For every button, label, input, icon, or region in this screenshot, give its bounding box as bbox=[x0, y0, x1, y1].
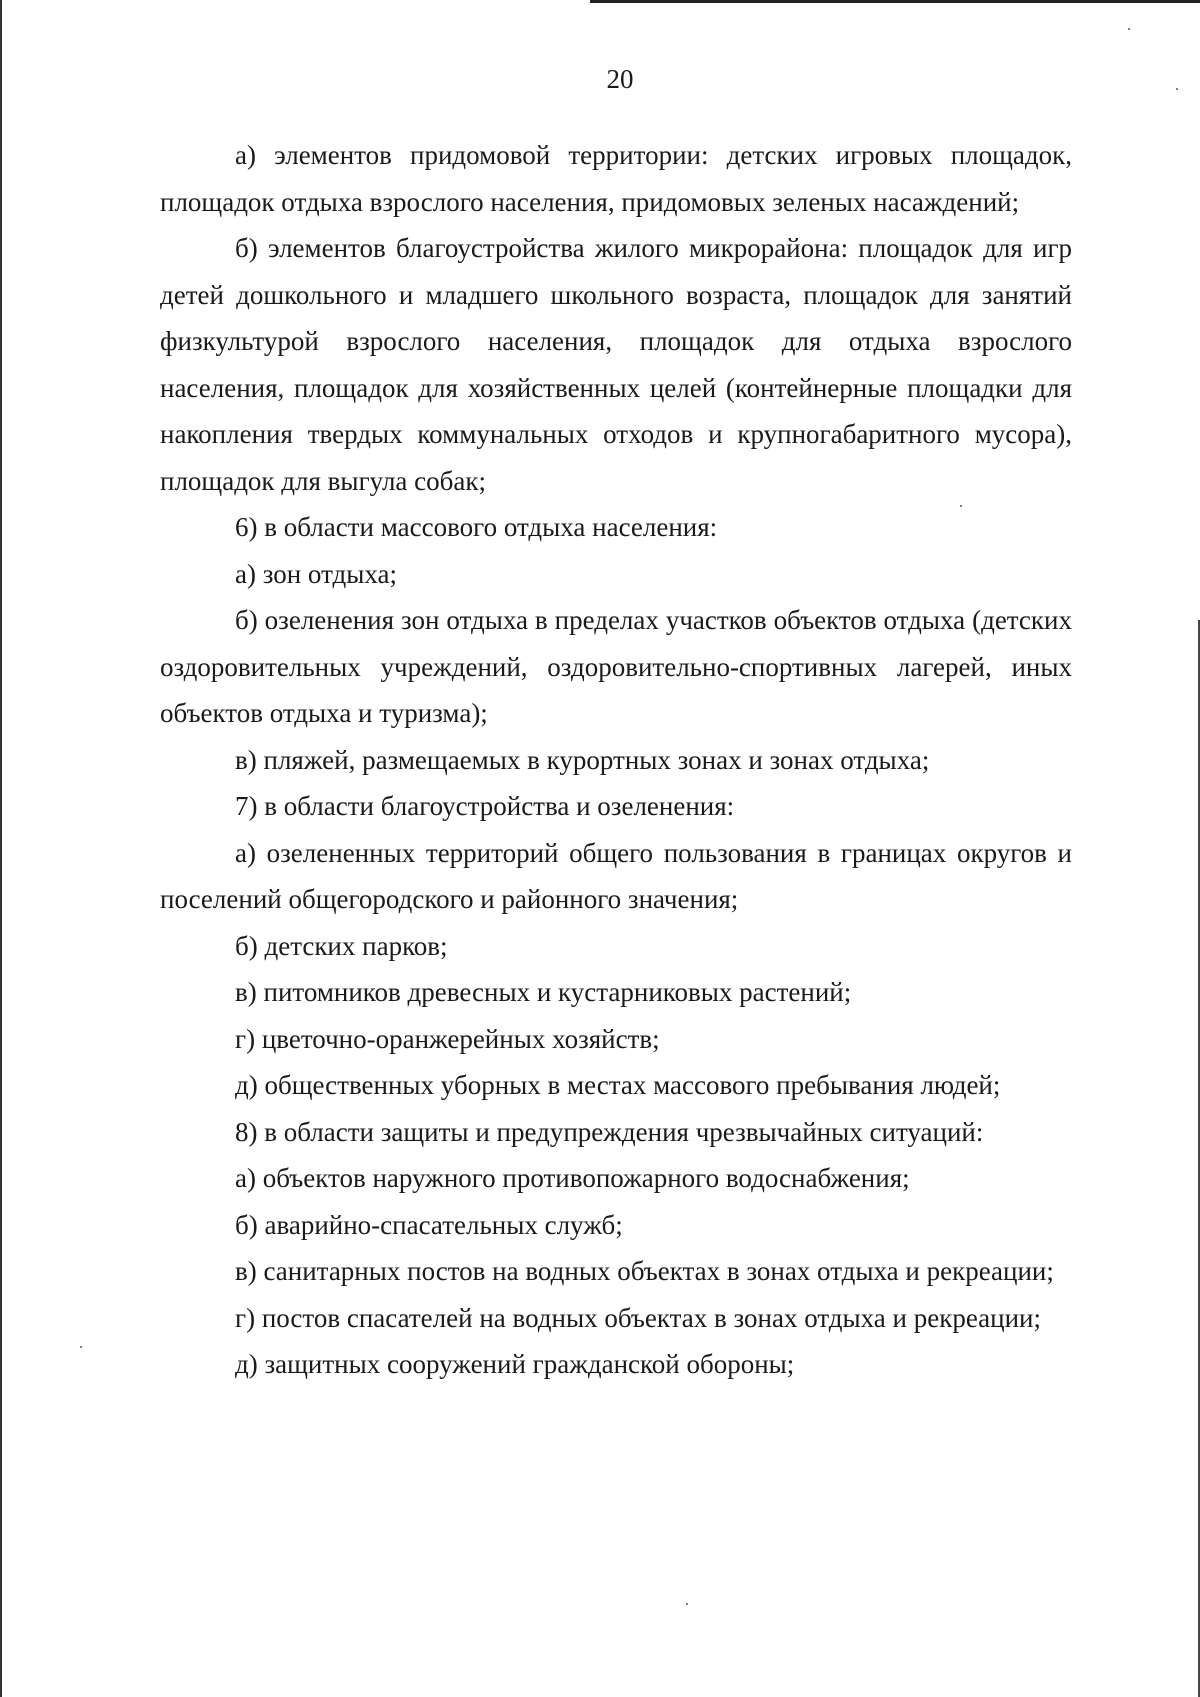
paragraph: д) общественных уборных в местах массового пребывания людей; bbox=[235, 1070, 1001, 1100]
paragraph: а) озелененных территорий общего пользования в границах округов и поселений общегородского и районного значения; bbox=[160, 837, 1072, 914]
paragraph: а) элементов придомовой территории: детских игровых площадок, площадок отдыха взрослого населения, придомовых зеленых насаждений; bbox=[160, 140, 1072, 217]
paragraph: 8) в области защиты и предупреждения чрезвычайных ситуаций: bbox=[235, 1116, 984, 1147]
paragraph: а) зон отдыха; bbox=[235, 558, 398, 589]
scan-speck bbox=[1128, 28, 1130, 30]
scan-speck bbox=[686, 1603, 688, 1605]
paragraph: в) санитарных постов на водных объектах в зонах отдыха и рекреации; bbox=[235, 1256, 1054, 1286]
paragraph: б) элементов благоустройства жилого микрорайона: площадок для игр детей дошкольного и младшего школьного возраста, площадок для занятий физкультурой взрослого населения, площадок для отдыха взрослого населения, площадок для хозяйственных целей (контейнерные площадки для накопления твердых коммунальных отходов и крупногабаритного мусора), площадок для выгула собак; bbox=[160, 233, 1073, 496]
scan-speck bbox=[80, 1346, 82, 1348]
paragraph: а) объектов наружного противопожарного водоснабжения; bbox=[235, 1163, 910, 1193]
paragraph: 6) в области массового отдыха населения: bbox=[235, 512, 718, 542]
paragraph: в) пляжей, размещаемых в курортных зонах и зонах отдыха; bbox=[235, 744, 930, 775]
paragraph: д) защитных сооружений гражданской обороны; bbox=[235, 1349, 795, 1379]
document-body bbox=[160, 132, 1072, 1388]
paragraph: в) питомников древесных и кустарниковых растений; bbox=[235, 977, 852, 1007]
paragraph: б) детских парков; bbox=[235, 930, 448, 961]
paragraph: 7) в области благоустройства и озеленения: bbox=[235, 791, 735, 821]
paragraph: г) цветочно-оранжерейных хозяйств; bbox=[235, 1023, 660, 1054]
paragraph: г) постов спасателей на водных объектах в зонах отдыха и рекреации; bbox=[235, 1302, 1041, 1333]
page-number: 20 bbox=[606, 64, 634, 94]
scan-border-left bbox=[0, 0, 2, 1697]
scan-border-top bbox=[590, 0, 1200, 3]
paragraph: б) озеленения зон отдыха в пределах участков объектов отдыха (детских оздоровительных учреждений, оздоровительно-спортивных лагерей, иных объектов отдыха и туризма); bbox=[160, 605, 1072, 728]
paragraph: б) аварийно-спасательных служб; bbox=[235, 1209, 623, 1240]
